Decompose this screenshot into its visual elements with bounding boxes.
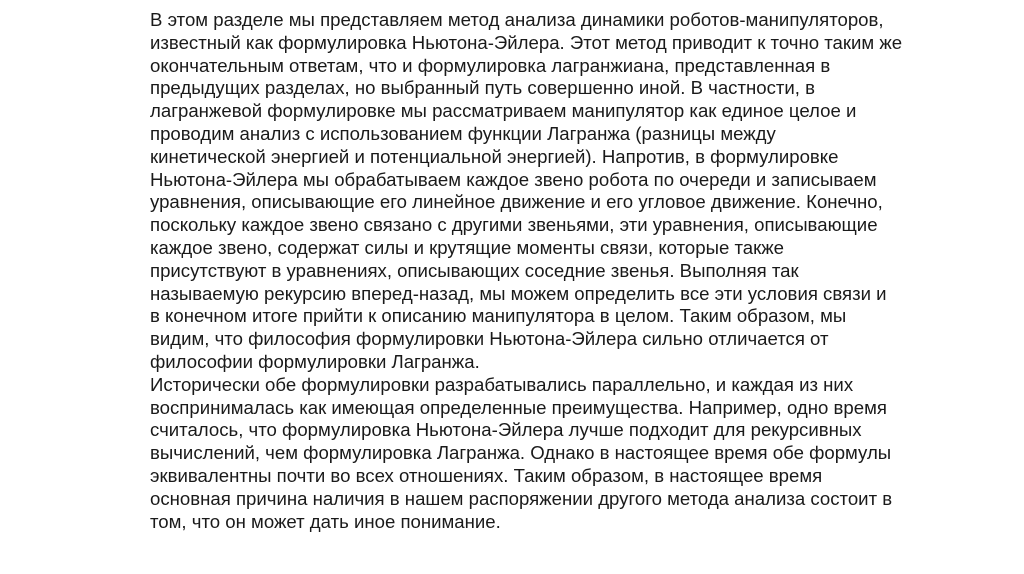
text-line: вычислений, чем формулировка Лагранжа. Однако в настоящее время обе формулы: [150, 442, 892, 464]
text-line: В этом разделе мы представляем метод анализа динамики роботов-манипуляторов,: [150, 9, 884, 30]
text-line: Ньютона-Эйлера мы обрабатываем каждое звено робота по очереди и записываем: [150, 168, 877, 190]
text-line: уравнения, описывающие его линейное движение и его угловое движение. Конечно,: [150, 191, 883, 213]
text-line: видим, что философия формулировки Ньютона-Эйлера сильно отличается от: [150, 328, 829, 350]
text-line: присутствуют в уравнениях, описывающих соседние звенья. Выполняя так: [150, 259, 799, 281]
text-line: в конечном итоге прийти к описанию манипулятора в целом. Таким образом, мы: [150, 305, 847, 327]
text-line: основная причина наличия в нашем распоряжении другого метода анализа состоит в: [150, 487, 893, 509]
text-line: эквивалентны почти во всех отношениях. Таким образом, в настоящее время: [150, 464, 823, 486]
text-line: лагранжевой формулировке мы рассматриваем манипулятор как единое целое и: [150, 100, 857, 122]
text-line: кинетической энергией и потенциальной энергией). Напротив, в формулировке: [150, 145, 839, 167]
text-line: философии формулировки Лагранжа.: [150, 350, 480, 372]
text-line: окончательным ответам, что и формулировка лагранжиана, представленная в: [150, 54, 831, 76]
text-line: том, что он может дать иное понимание.: [150, 510, 501, 532]
paragraph-1: [150, 9, 903, 374]
text-line: Исторически обе формулировки разрабатывались параллельно, и каждая из них: [150, 373, 854, 395]
text-line: известный как формулировка Ньютона-Эйлера. Этот метод приводит к точно таким же: [150, 31, 903, 53]
text-line: предыдущих разделах, но выбранный путь совершенно иной. В частности, в: [150, 77, 816, 99]
text-line: называемую рекурсию вперед-назад, мы можем определить все эти условия связи и: [150, 282, 887, 304]
text-line: считалось, что формулировка Ньютона-Эйлера лучше подходит для рекурсивных: [150, 419, 862, 441]
paragraph-2: [150, 373, 893, 534]
text-line: воспринималась как имеющая определенные преимущества. Например, одно время: [150, 396, 887, 418]
text-block: [150, 9, 903, 533]
text-line: проводим анализ с использованием функции Лагранжа (разницы между: [150, 122, 776, 144]
text-line: поскольку каждое звено связано с другими звеньями, эти уравнения, описывающие: [150, 214, 878, 236]
text-line: каждое звено, содержат силы и крутящие моменты связи, которые также: [150, 236, 785, 258]
